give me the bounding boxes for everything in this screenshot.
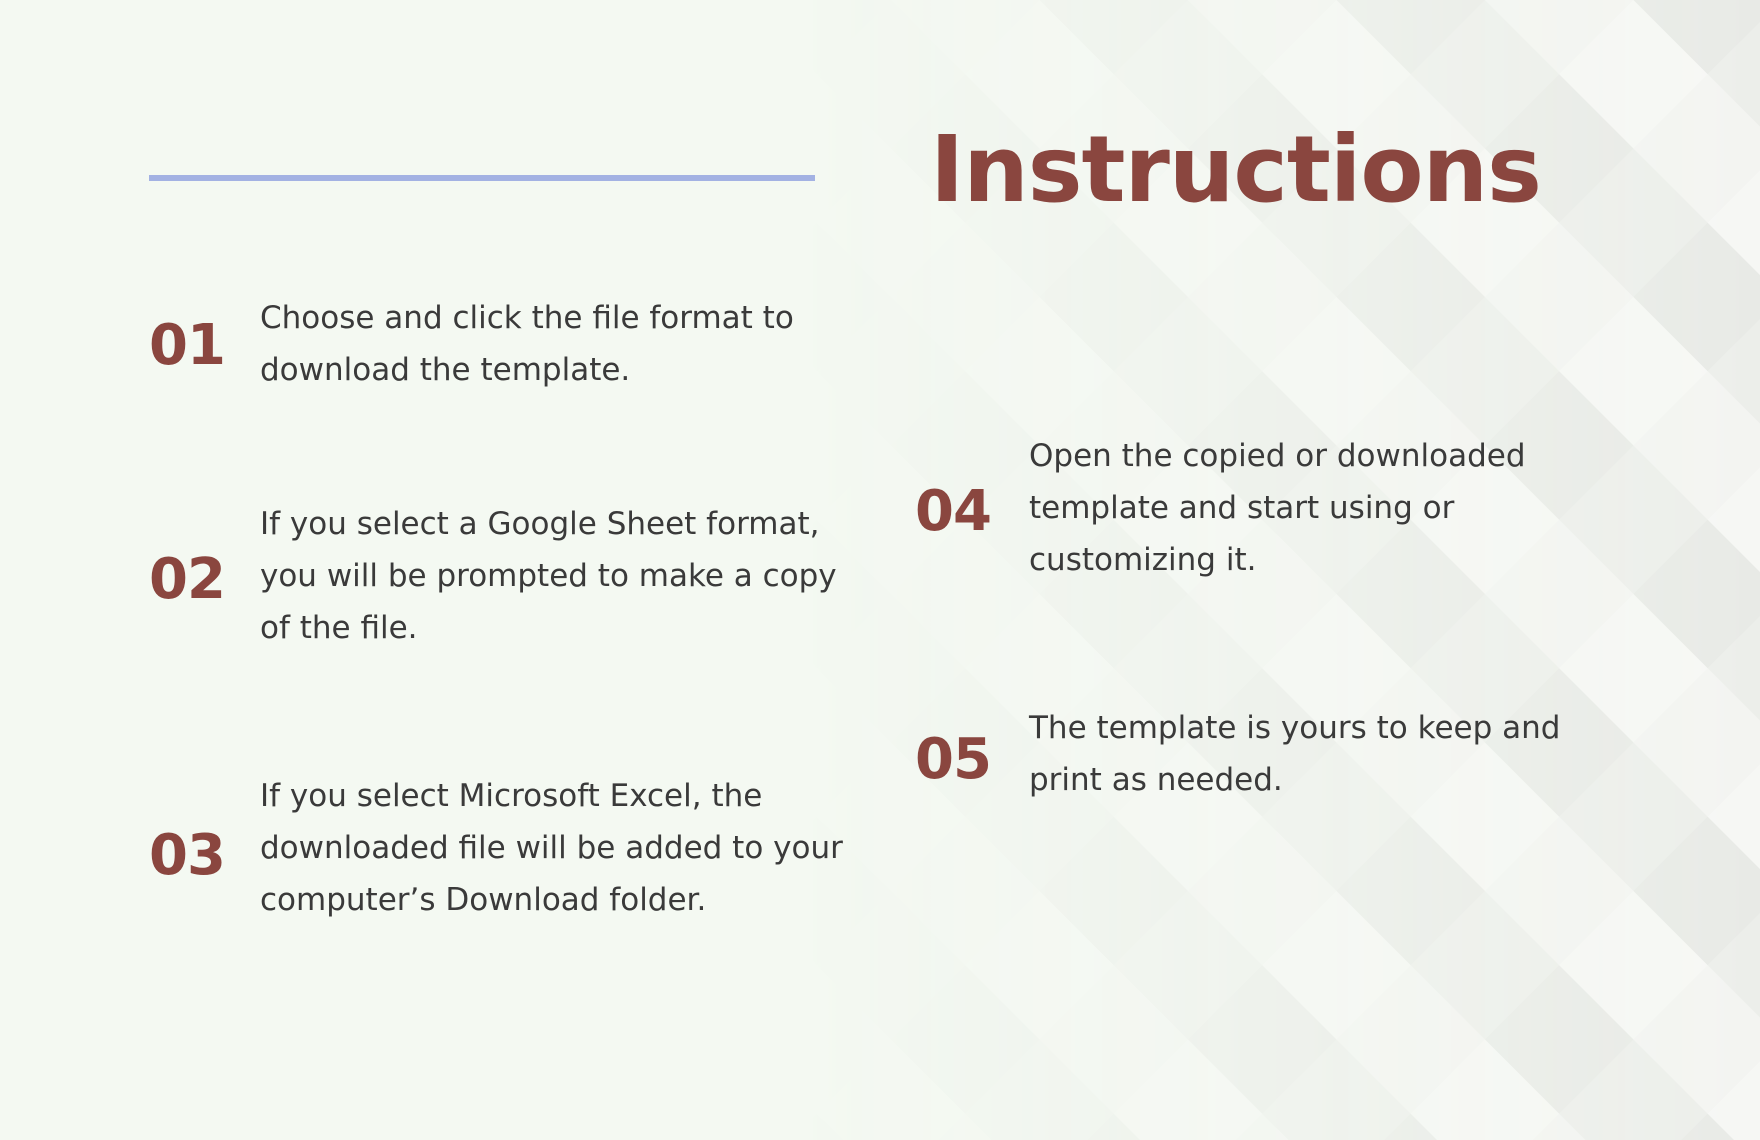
step-number: 01 (149, 313, 225, 378)
step-number: 02 (149, 547, 225, 612)
step-text: If you select a Google Sheet format, you will be prompted to make a copy of the file. (260, 506, 837, 646)
step-text: Choose and click the file format to download the template. (260, 300, 794, 388)
step-text: The template is yours to keep and print as needed. (1029, 710, 1561, 798)
step-text: If you select Microsoft Excel, the downloaded file will be added to your computer’s Download folder. (260, 778, 843, 918)
page-title: Instructions (930, 116, 1541, 223)
step-number: 04 (915, 479, 991, 544)
step-number: 03 (149, 823, 225, 888)
step-text: Open the copied or downloaded template and start using or customizing it. (1029, 438, 1526, 578)
accent-divider-line (149, 175, 815, 181)
step-number: 05 (915, 727, 991, 792)
